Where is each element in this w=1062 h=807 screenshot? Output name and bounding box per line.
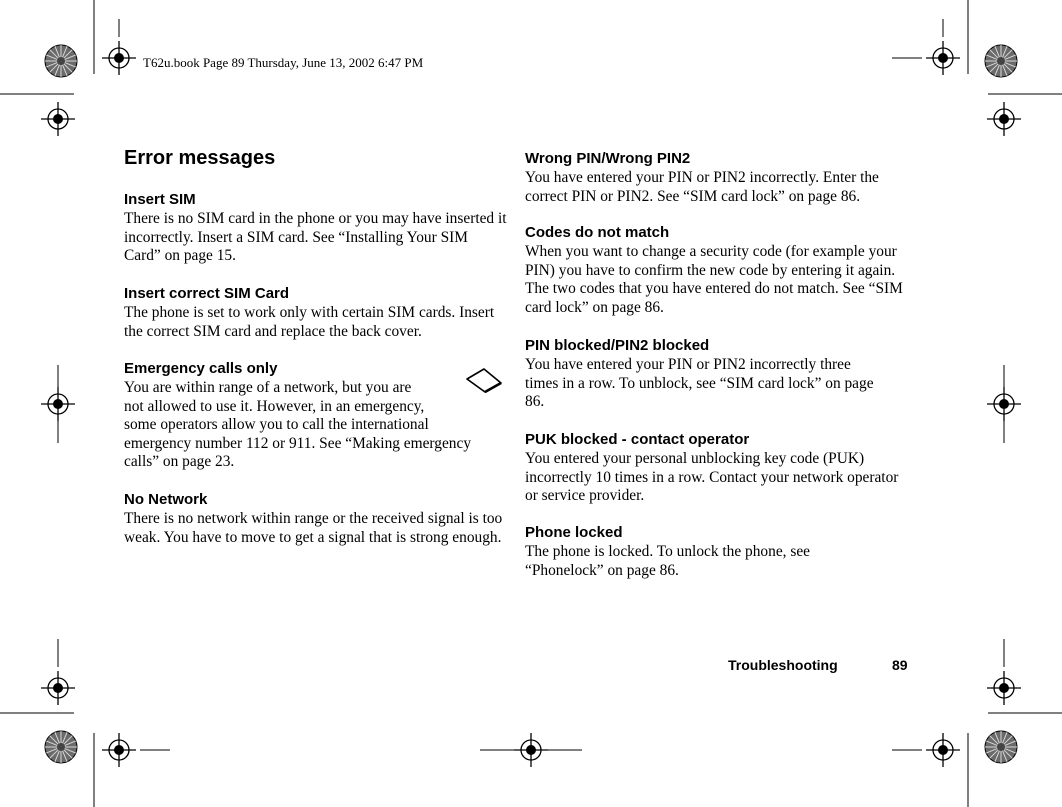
entry-text: You have entered your PIN or PIN2 incorrectly three times in a row. To unblock, see “SIM card lock” on page 86.	[525, 356, 874, 411]
entry-text-line: calls” on page 23.	[124, 453, 235, 471]
registration-mark-icon	[102, 41, 136, 75]
error-entry-wrong-pin	[525, 149, 915, 206]
error-entry-emergency-calls-only	[124, 359, 509, 472]
entry-text: There is no network within range or the received signal is too weak. You have to move to get a signal that is strong enough.	[124, 510, 503, 546]
error-entry-insert-sim	[124, 190, 508, 266]
error-entry-no-network	[124, 490, 508, 547]
error-entry-pin-blocked	[525, 336, 885, 412]
registration-mark-icon	[102, 733, 136, 767]
entry-heading: Insert SIM	[124, 191, 196, 208]
footer-section-title: Troubleshooting	[728, 657, 838, 673]
error-entry-phone-locked	[525, 523, 855, 580]
page-title: Error messages	[124, 147, 276, 169]
entry-text: When you want to change a security code (for example your PIN) you have to confirm the new code by entering it again. The two codes that you have entered do not match. See “SIM card lock” on page 86.	[525, 243, 903, 316]
entry-text: There is no SIM card in the phone or you may have inserted it incorrectly. Insert a SIM card. See “Installing Your SIM Card” on page 15.	[124, 210, 507, 265]
entry-text-line: some operators allow you to call the international	[124, 416, 429, 434]
entry-heading: Insert correct SIM Card	[124, 285, 290, 302]
registration-mark-icon	[41, 102, 75, 136]
entry-heading: Codes do not match	[525, 224, 670, 241]
error-entry-codes-do-not-match	[525, 223, 909, 317]
entry-heading: Wrong PIN/Wrong PIN2	[525, 150, 691, 167]
registration-mark-icon	[41, 671, 75, 705]
color-registration-target-icon	[985, 731, 1017, 763]
registration-mark-icon	[926, 41, 960, 75]
registration-mark-icon	[987, 102, 1021, 136]
entry-text	[124, 379, 509, 472]
entry-heading: PIN blocked/PIN2 blocked	[525, 337, 710, 354]
entry-heading: Phone locked	[525, 524, 623, 541]
entry-text-line: You are within range of a network, but you are	[124, 379, 412, 396]
entry-text: You entered your personal unblocking key code (PUK) incorrectly 10 times in a row. Contact your network operator or service provider.	[525, 450, 899, 505]
color-registration-target-icon	[45, 45, 77, 77]
entry-heading: Emergency calls only	[124, 360, 278, 377]
print-header: T62u.book Page 89 Thursday, June 13, 2002 6:47 PM	[143, 55, 424, 70]
entry-text: The phone is set to work only with certain SIM cards. Insert the correct SIM card and replace the back cover.	[124, 304, 495, 340]
registration-mark-icon	[987, 671, 1021, 705]
entry-heading: No Network	[124, 491, 208, 508]
error-entry-insert-correct-sim	[124, 284, 508, 341]
entry-text: You have entered your PIN or PIN2 incorrectly. Enter the correct PIN or PIN2. See “SIM card lock” on page 86.	[525, 169, 879, 205]
footer-page-number: 89	[892, 657, 908, 673]
registration-mark-icon	[926, 733, 960, 767]
color-registration-target-icon	[45, 731, 77, 763]
entry-text-line: emergency number 112 or 911. See “Making emergency	[124, 434, 472, 452]
error-entry-puk-blocked	[525, 430, 909, 506]
entry-text-line: not allowed to use it. However, in an emergency,	[124, 397, 425, 415]
operator-service-note-icon	[464, 365, 504, 395]
color-registration-target-icon	[985, 45, 1017, 77]
entry-text: The phone is locked. To unlock the phone, see “Phonelock” on page 86.	[525, 543, 811, 579]
entry-heading: PUK blocked - contact operator	[525, 431, 750, 448]
